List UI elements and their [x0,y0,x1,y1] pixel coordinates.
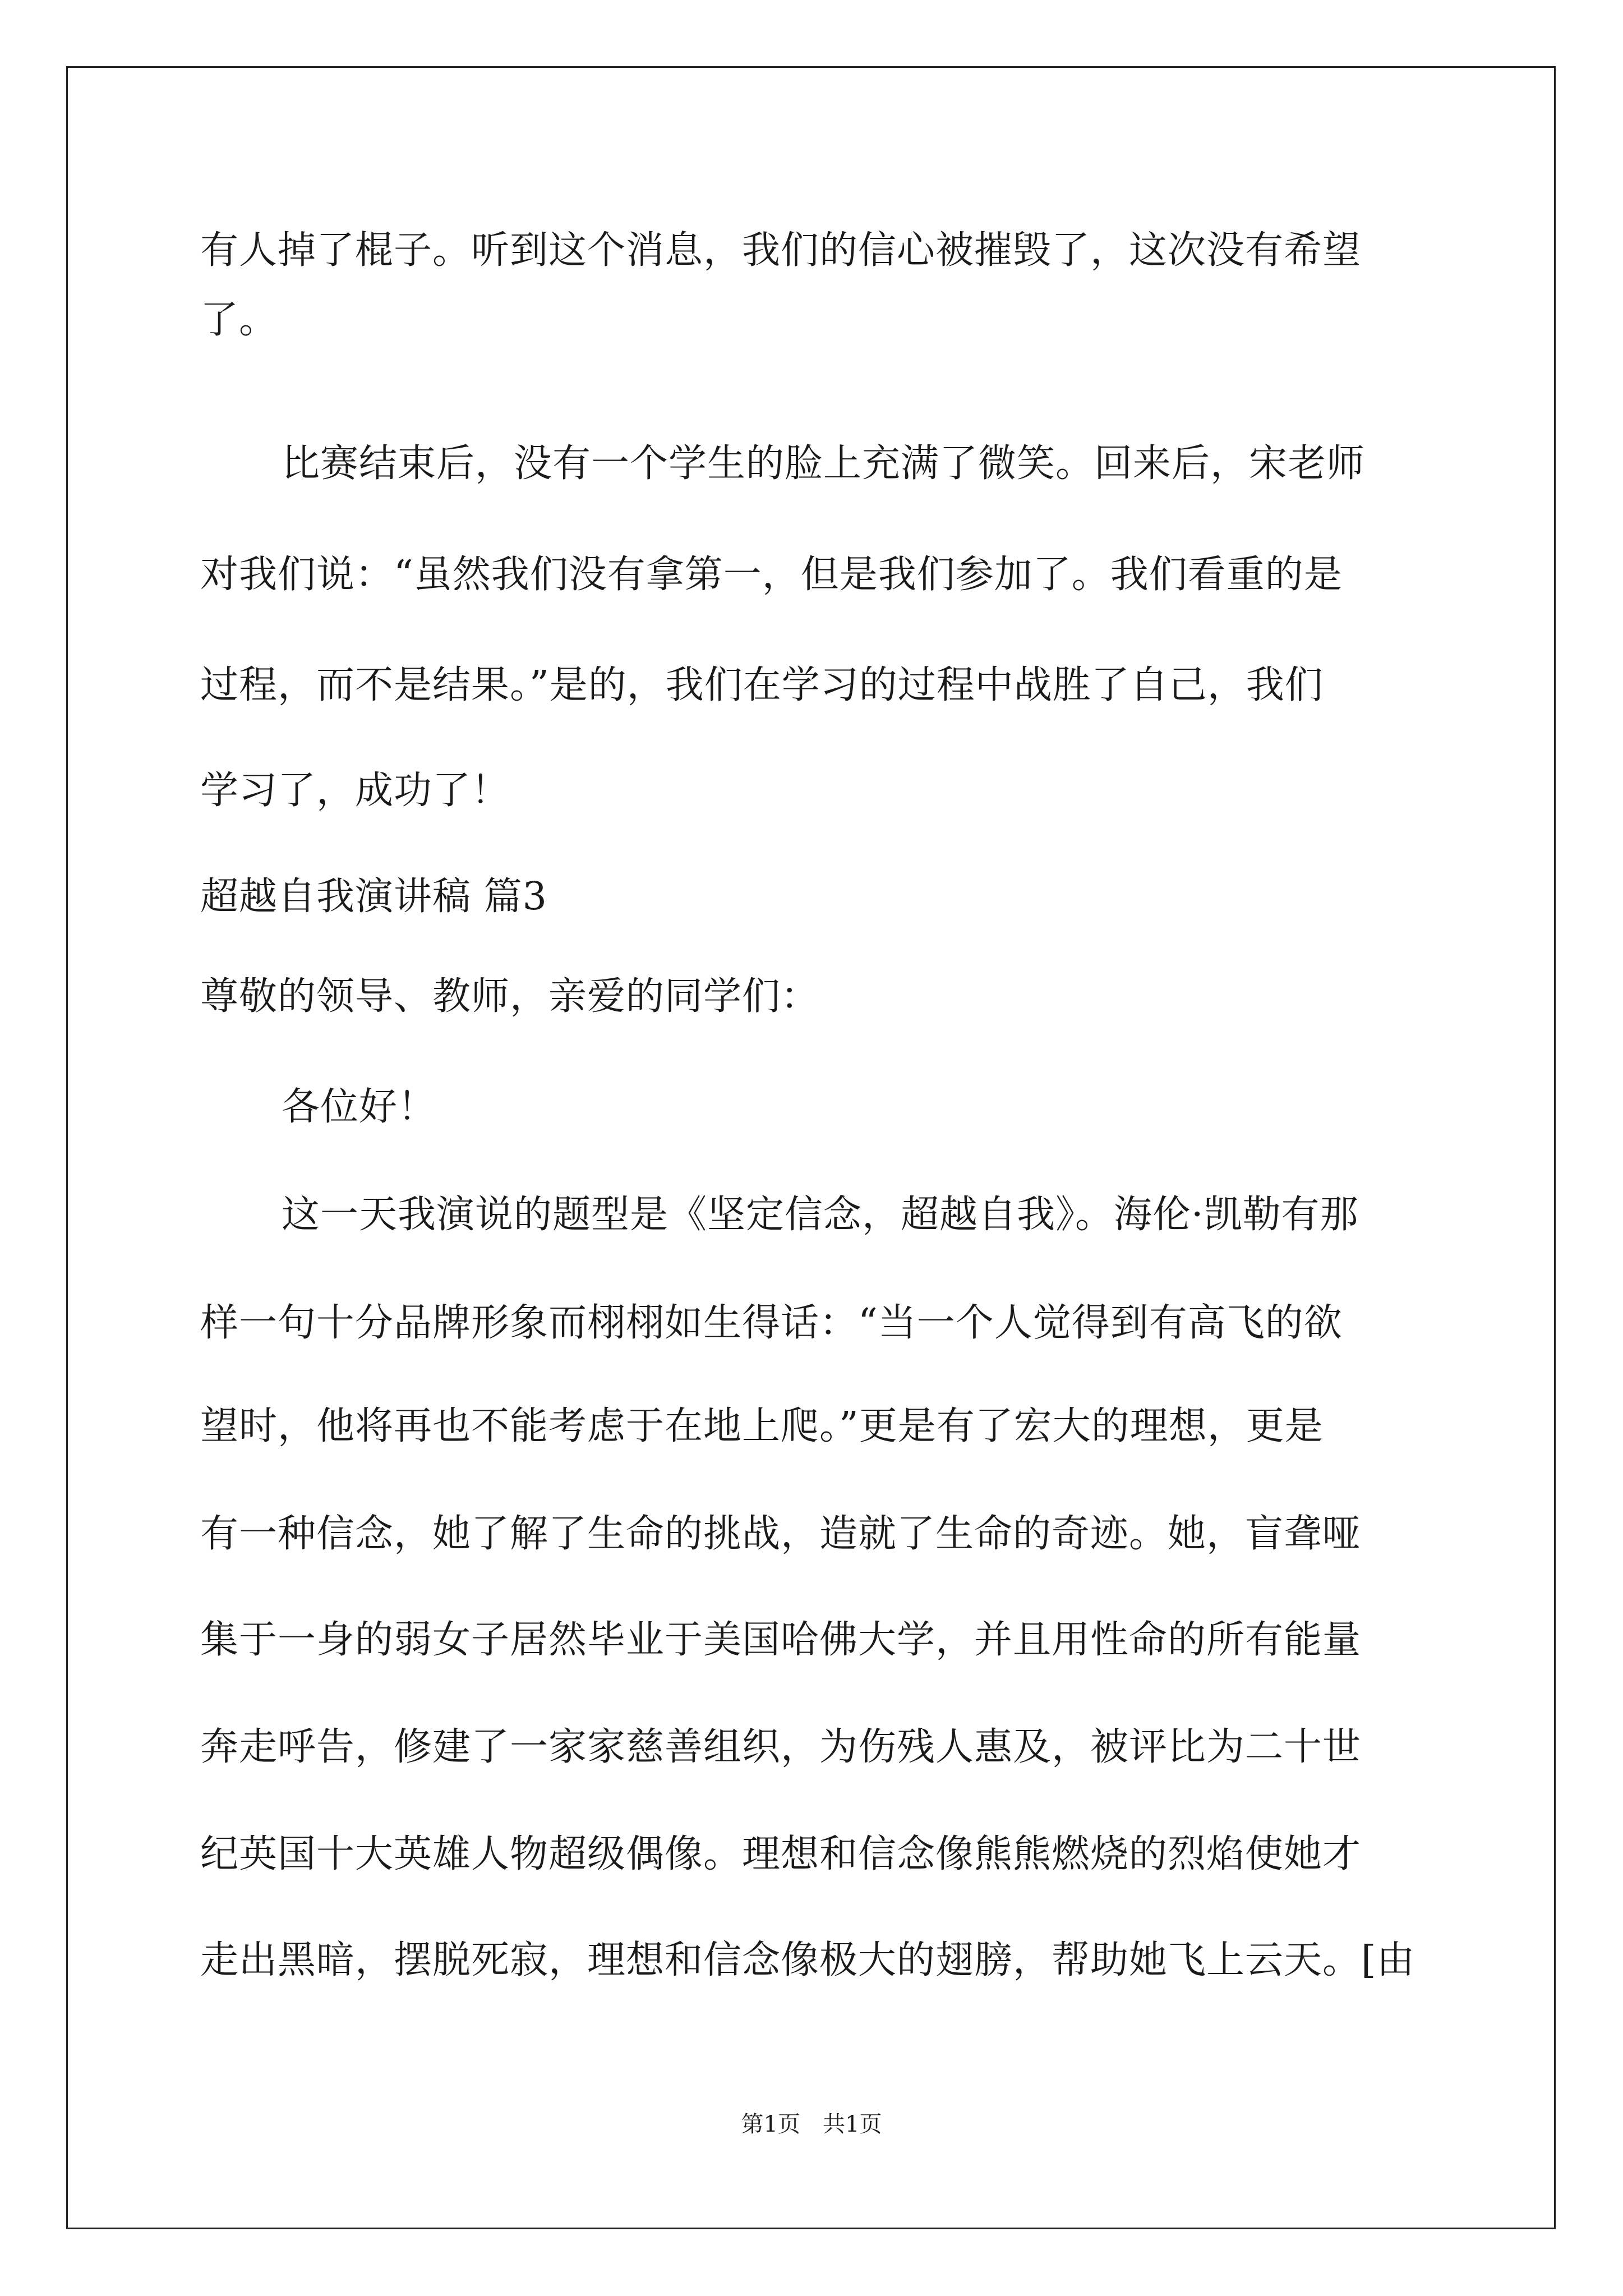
paragraph-line: 有一种信念，她了解了生命的挑战，造就了生命的奇迹。她，盲聋哑 [200,1512,1362,1556]
paragraph-line: 这一天我演说的题型是《坚定信念，超越自我》。海伦·凯勒有那 [282,1193,1359,1237]
paragraph-line: 样一句十分品牌形象而栩栩如生得话：“当一个人觉得到有高飞的欲 [200,1301,1343,1345]
paragraph-line: 过程，而不是结果。”是的，我们在学习的过程中战胜了自己，我们 [200,663,1324,707]
paragraph-line: 有人掉了棍子。听到这个消息，我们的信心被摧毁了，这次没有希望 [200,228,1362,273]
page-number: 第1页 共1页 [741,2111,882,2137]
section-heading: 超越自我演讲稿 篇3 [200,875,547,919]
paragraph-line: 望时，他将再也不能考虑于在地上爬。”更是有了宏大的理想，更是 [200,1404,1324,1448]
paragraph-line: 比赛结束后，没有一个学生的脸上充满了微笑。回来后，宋老师 [282,441,1366,486]
paragraph-line: 对我们说：“虽然我们没有拿第一，但是我们参加了。我们看重的是 [200,553,1343,597]
paragraph-line: 了。 [200,298,278,342]
paragraph-line: 集于一身的弱女子居然毕业于美国哈佛大学，并且用性命的所有能量 [200,1618,1362,1662]
paragraph-line: 纪英国十大英雄人物超级偶像。理想和信念像熊熊燃烧的烈焰使她才 [200,1832,1362,1876]
paragraph-line: 走出黑暗，摆脱死寂，理想和信念像极大的翅膀，帮助她飞上云天。[由 [200,1938,1415,1982]
paragraph-line: 奔走呼告，修建了一家家慈善组织，为伤残人惠及，被评比为二十世 [200,1725,1362,1769]
paragraph-line: 学习了，成功了！ [200,769,510,813]
salutation: 尊敬的领导、教师，亲爱的同学们： [200,974,820,1019]
page-border [66,66,1556,2229]
greeting: 各位好！ [282,1085,437,1129]
